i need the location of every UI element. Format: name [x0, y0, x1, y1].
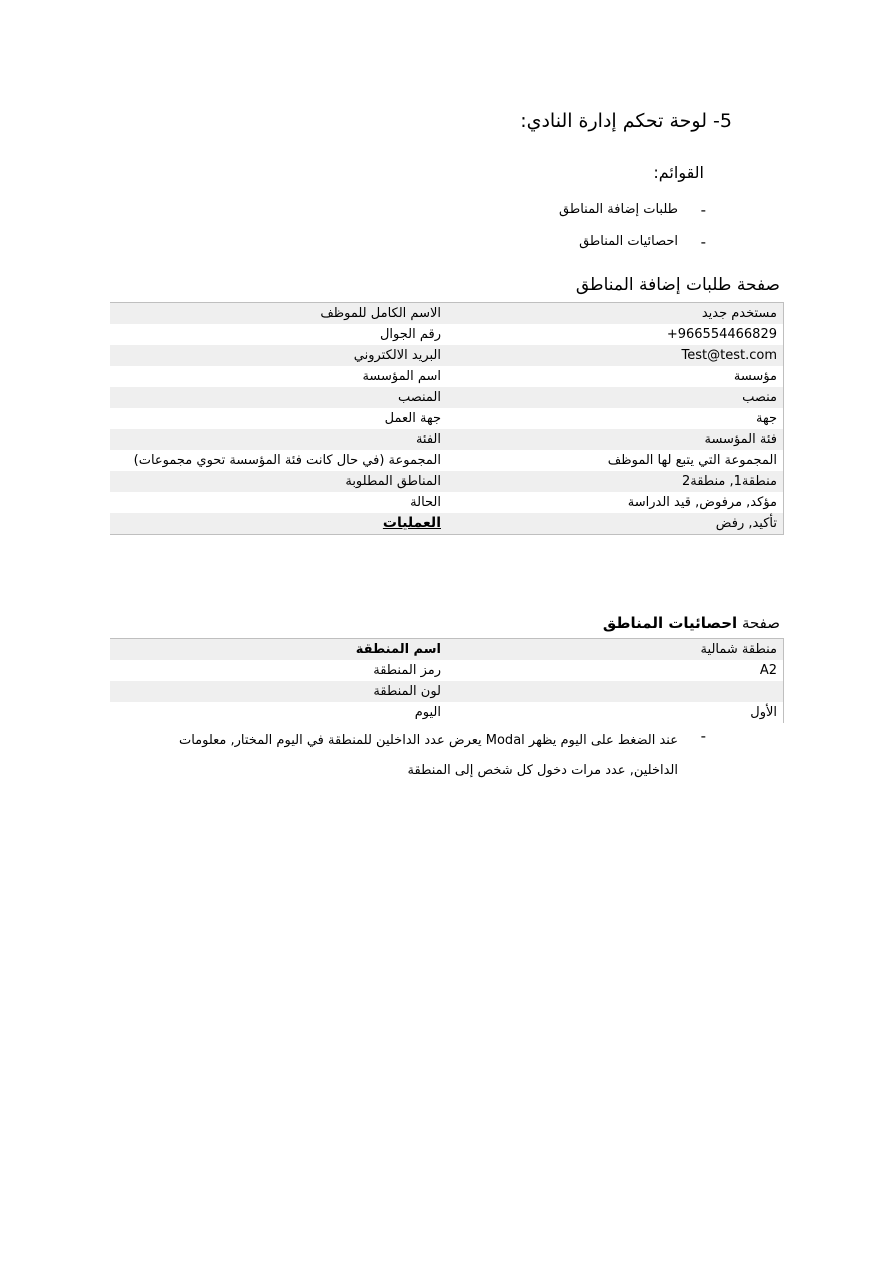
row-label: الفئة — [110, 429, 447, 450]
table-row — [110, 450, 784, 471]
table-row — [110, 681, 784, 702]
table-row — [110, 345, 784, 366]
table-row — [110, 324, 784, 345]
operations-label: العمليات — [382, 515, 441, 531]
phone-value: +966554466829 — [666, 327, 777, 342]
row-value — [447, 324, 784, 345]
row-value — [447, 681, 784, 702]
row-value: Test@test.com — [447, 345, 784, 366]
modal-note: عند الضغط على اليوم يظهر Modal يعرض عدد الداخلين للمنطقة في اليوم المختار, معلومات الداخلين, عدد مرات دخول كل شخص إلى المنطقة — [178, 733, 678, 778]
row-label: جهة العمل — [384, 411, 441, 426]
row-value: منصب — [447, 387, 784, 408]
row-label: اليوم — [414, 705, 441, 720]
row-label: لون المنطقة — [110, 681, 447, 702]
region-name-label: اسم المنطقة — [355, 642, 441, 657]
table-row — [110, 471, 784, 492]
row-label: رقم الجوال — [379, 327, 441, 342]
table-row — [110, 408, 784, 429]
table-row — [110, 702, 784, 723]
table-row — [110, 639, 784, 661]
row-value: جهة — [447, 408, 784, 429]
row-value: تأكيد, رفض — [447, 513, 784, 535]
row-label: الاسم الكامل للموظف — [110, 303, 447, 325]
row-value: مؤكد, مرفوض, قيد الدراسة — [447, 492, 784, 513]
row-label: المنصب — [110, 387, 447, 408]
table-row — [110, 660, 784, 681]
table-row — [110, 429, 784, 450]
list-item-requests: طلبات إضافة المناطق — [559, 202, 678, 217]
note-bullet: - — [700, 727, 706, 745]
row-value: منطقة شمالية — [447, 639, 784, 661]
stats-table — [110, 638, 784, 723]
section-heading: 5- لوحة تحكم إدارة النادي: — [520, 110, 732, 132]
lists-title: القوائم: — [653, 163, 704, 182]
row-value: مؤسسة — [447, 366, 784, 387]
stats-title-prefix: صفحة — [737, 614, 780, 632]
row-value: الأول — [447, 702, 784, 723]
stats-page-title — [603, 614, 780, 632]
row-label: رمز المنطقة — [373, 663, 441, 678]
requests-page-title: صفحة طلبات إضافة المناطق — [575, 275, 780, 295]
requests-table — [110, 302, 784, 535]
row-label: المجموعة (في حال كانت فئة المؤسسة تحوي مجموعات) — [133, 453, 441, 468]
row-label: البريد الالكتروني — [110, 345, 447, 366]
row-label: الحالة — [410, 495, 441, 510]
row-value: المجموعة التي يتبع لها الموظف — [447, 450, 784, 471]
list-bullet: - — [700, 233, 706, 251]
row-label: اسم المؤسسة — [362, 369, 441, 384]
table-row — [110, 303, 784, 325]
list-item-stats: احصائيات المناطق — [579, 234, 678, 249]
row-value: A2 — [447, 660, 784, 681]
table-row — [110, 492, 784, 513]
row-value: مستخدم جديد — [447, 303, 784, 325]
row-label — [110, 513, 447, 535]
row-value: فئة المؤسسة — [447, 429, 784, 450]
table-row — [110, 513, 784, 535]
row-label — [110, 639, 447, 661]
stats-title-bold: احصائيات المناطق — [602, 614, 738, 632]
row-value: منطقة1, منطقة2 — [447, 471, 784, 492]
table-row — [110, 387, 784, 408]
table-row — [110, 366, 784, 387]
list-bullet: - — [700, 201, 706, 219]
row-label: المناطق المطلوبة — [110, 471, 447, 492]
